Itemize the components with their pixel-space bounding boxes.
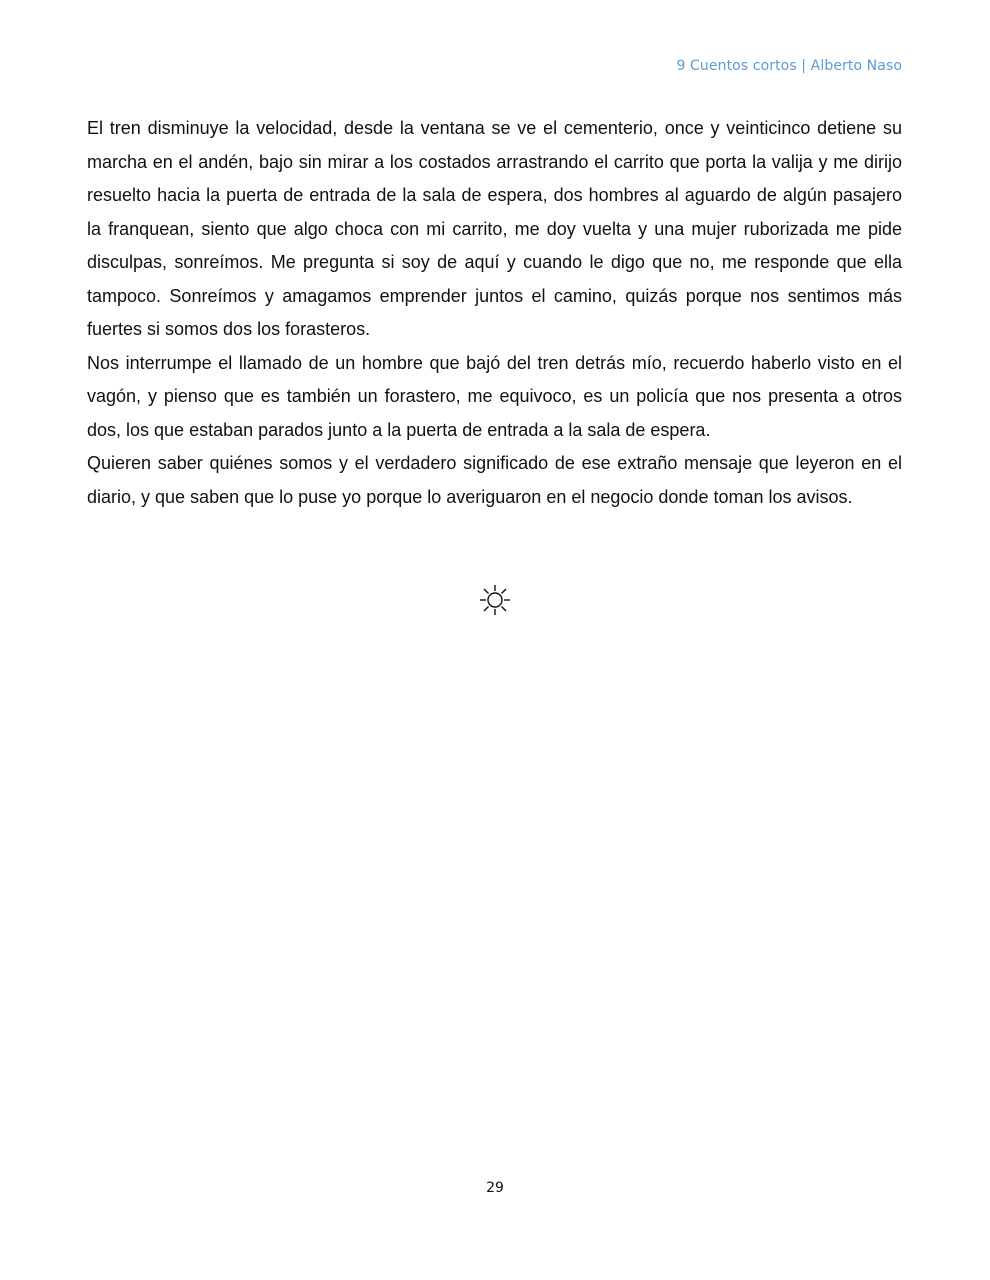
paragraph-2: Nos interrumpe el llamado de un hombre que bajó del tren detrás mío, recuerdo haberlo visto en el vagón, y pienso que es también un forastero, me equivoco, es un policía que nos presenta a otros dos, los que estaban parados junto a la puerta de entrada a la sala de espera. <box>87 352 902 440</box>
sun-icon <box>479 584 511 616</box>
running-header: 9 Cuentos cortos | Alberto Naso <box>676 58 902 74</box>
story-text <box>87 112 902 514</box>
section-ornament <box>0 584 990 621</box>
paragraph-3: Quieren saber quiénes somos y el verdadero significado de ese extraño mensaje que leyeron en el diario, y que saben que lo puse yo porque lo averiguaron en el negocio donde toman los avisos. <box>87 453 902 507</box>
page-number: 29 <box>486 1180 504 1196</box>
paragraph-1: El tren disminuye la velocidad, desde la ventana se ve el cementerio, once y veinticinco detiene su marcha en el andén, bajo sin mirar a los costados arrastrando el carrito que porta la valija y me dirijo resuelto hacia la puerta de entrada de la sala de espera, dos hombres al aguardo de algún pasajero la franquean, siento que algo choca con mi carrito, me doy vuelta y una mujer ruborizada me pide disculpas, sonreímos. Me pregunta si soy de aquí y cuando le digo que no, me responde que ella tampoco. Sonreímos y amagamos emprender juntos el camino, quizás porque nos sentimos más fuertes si somos dos los forasteros. <box>87 118 902 339</box>
